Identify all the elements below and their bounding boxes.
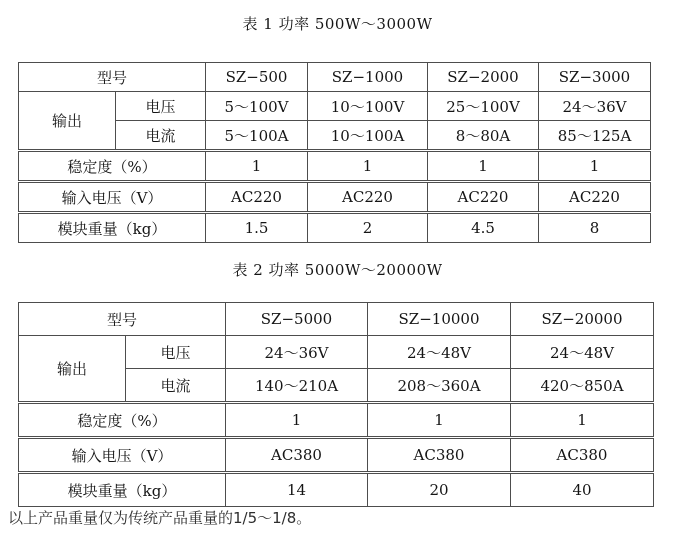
model-cell: SZ−3000 bbox=[539, 63, 651, 92]
voltage-cell: 24～36V bbox=[226, 336, 368, 369]
input-voltage-cell: AC220 bbox=[308, 182, 428, 213]
current-cell: 420～850A bbox=[511, 369, 654, 403]
weight-cell: 20 bbox=[368, 473, 511, 507]
footer-note: 以上产品重量仅为传统产品重量的1/5～1/8。 bbox=[8, 509, 312, 527]
output-label-cell: 输出 bbox=[19, 92, 116, 151]
weight-label-cell: 模块重量（kg） bbox=[19, 473, 226, 507]
input-voltage-label-cell: 输入电压（V） bbox=[19, 182, 206, 213]
stability-cell: 1 bbox=[206, 151, 308, 182]
current-cell: 8～80A bbox=[428, 121, 539, 151]
stability-cell: 1 bbox=[539, 151, 651, 182]
input-voltage-cell: AC220 bbox=[206, 182, 308, 213]
voltage-cell: 10～100V bbox=[308, 92, 428, 121]
weight-cell: 8 bbox=[539, 213, 651, 243]
weight-cell: 1.5 bbox=[206, 213, 308, 243]
table-row-voltage bbox=[19, 336, 654, 369]
input-voltage-cell: AC220 bbox=[539, 182, 651, 213]
table-row-weight bbox=[19, 473, 654, 507]
output-label-cell: 输出 bbox=[19, 336, 126, 403]
current-cell: 5～100A bbox=[206, 121, 308, 151]
voltage-label-cell: 电压 bbox=[116, 92, 206, 121]
model-cell: SZ−10000 bbox=[368, 303, 511, 336]
current-label-cell: 电流 bbox=[116, 121, 206, 151]
current-cell: 208～360A bbox=[368, 369, 511, 403]
voltage-cell: 5～100V bbox=[206, 92, 308, 121]
input-voltage-label-cell: 输入电压（V） bbox=[19, 438, 226, 473]
table-row-models bbox=[19, 303, 654, 336]
input-voltage-cell: AC380 bbox=[226, 438, 368, 473]
weight-cell: 4.5 bbox=[428, 213, 539, 243]
table-row-input-voltage bbox=[19, 438, 654, 473]
voltage-cell: 24～48V bbox=[368, 336, 511, 369]
stability-label-cell: 稳定度（%） bbox=[19, 151, 206, 182]
table-row-input-voltage bbox=[19, 182, 651, 213]
stability-cell: 1 bbox=[308, 151, 428, 182]
table2-title: 表 2 功率 5000W～20000W bbox=[232, 261, 443, 279]
table2-spec bbox=[18, 302, 654, 507]
stability-cell: 1 bbox=[226, 403, 368, 438]
voltage-cell: 25～100V bbox=[428, 92, 539, 121]
current-label-cell: 电流 bbox=[126, 369, 226, 403]
voltage-cell: 24～36V bbox=[539, 92, 651, 121]
model-label-cell: 型号 bbox=[19, 303, 226, 336]
table1-title: 表 1 功率 500W～3000W bbox=[242, 15, 433, 33]
table-row-stability bbox=[19, 403, 654, 438]
voltage-label-cell: 电压 bbox=[126, 336, 226, 369]
input-voltage-cell: AC380 bbox=[511, 438, 654, 473]
model-cell: SZ−1000 bbox=[308, 63, 428, 92]
stability-cell: 1 bbox=[428, 151, 539, 182]
input-voltage-cell: AC380 bbox=[368, 438, 511, 473]
weight-label-cell: 模块重量（kg） bbox=[19, 213, 206, 243]
table-row-voltage bbox=[19, 92, 651, 121]
table1-spec bbox=[18, 62, 651, 243]
model-label-cell: 型号 bbox=[19, 63, 206, 92]
model-cell: SZ−2000 bbox=[428, 63, 539, 92]
input-voltage-cell: AC220 bbox=[428, 182, 539, 213]
weight-cell: 14 bbox=[226, 473, 368, 507]
table-row-weight bbox=[19, 213, 651, 243]
model-cell: SZ−5000 bbox=[226, 303, 368, 336]
stability-cell: 1 bbox=[368, 403, 511, 438]
current-cell: 10～100A bbox=[308, 121, 428, 151]
weight-cell: 2 bbox=[308, 213, 428, 243]
stability-label-cell: 稳定度（%） bbox=[19, 403, 226, 438]
current-cell: 140～210A bbox=[226, 369, 368, 403]
voltage-cell: 24～48V bbox=[511, 336, 654, 369]
current-cell: 85～125A bbox=[539, 121, 651, 151]
table-row-models bbox=[19, 63, 651, 92]
stability-cell: 1 bbox=[511, 403, 654, 438]
table-row-stability bbox=[19, 151, 651, 182]
model-cell: SZ−20000 bbox=[511, 303, 654, 336]
weight-cell: 40 bbox=[511, 473, 654, 507]
model-cell: SZ−500 bbox=[206, 63, 308, 92]
